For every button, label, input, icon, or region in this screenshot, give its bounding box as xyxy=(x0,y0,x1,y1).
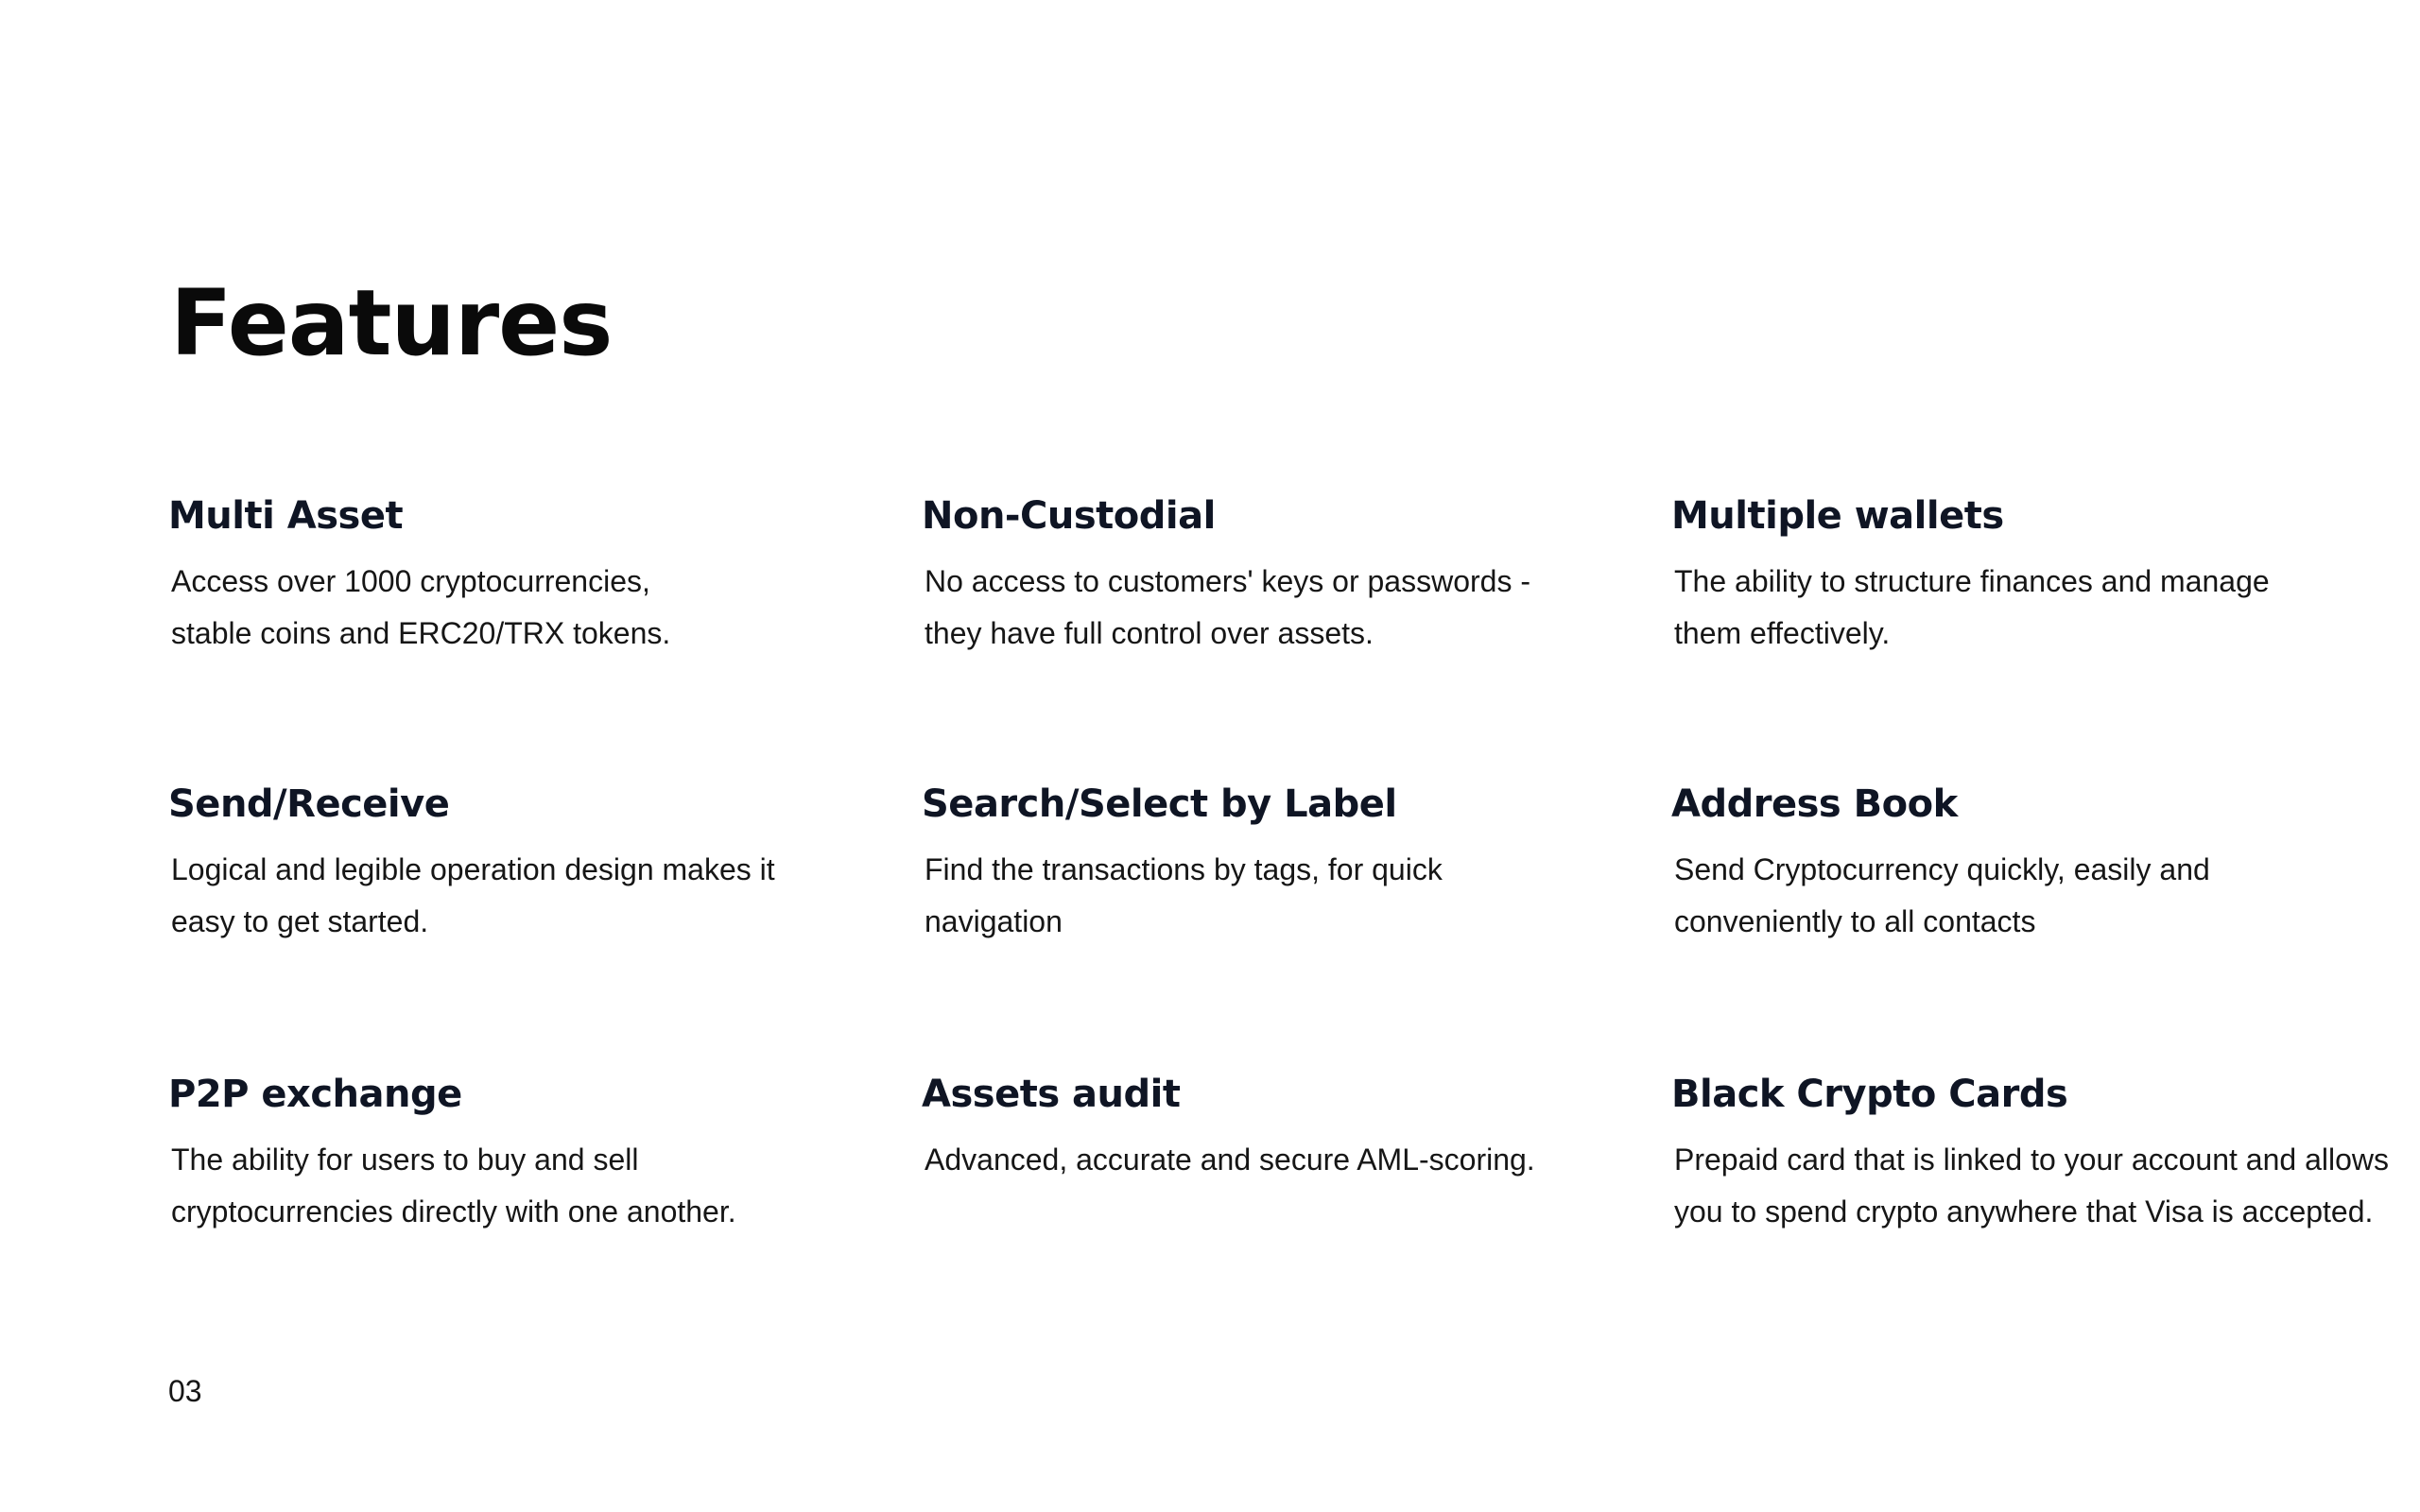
feature-address-book xyxy=(1671,778,2390,948)
feature-description: Advanced, accurate and secure AML-scoring. xyxy=(925,1143,1535,1177)
feature-description: No access to customers' keys or passwords - they have full control over assets. xyxy=(925,564,1530,650)
feature-title: Black Crypto Cards xyxy=(1671,1073,2068,1116)
feature-non-custodial xyxy=(922,490,1640,660)
feature-black-crypto-cards xyxy=(1671,1068,2390,1238)
feature-description: The ability to structure finances and manage them effectively. xyxy=(1674,564,2270,650)
feature-description: Prepaid card that is linked to your account and allows you to spend crypto anywhere that Visa is accepted. xyxy=(1674,1143,2389,1228)
feature-title: Multiple wallets xyxy=(1671,494,2004,538)
feature-title: Multi Asset xyxy=(168,494,404,538)
feature-multi-asset xyxy=(168,490,887,660)
feature-description: Find the transactions by tags, for quick navigation xyxy=(925,852,1443,938)
feature-title: Address Book xyxy=(1671,782,1958,826)
feature-description: Logical and legible operation design makes it easy to get started. xyxy=(171,852,775,938)
page-title: Features xyxy=(170,270,613,376)
feature-description: Access over 1000 cryptocurrencies, stable coins and ERC20/TRX tokens. xyxy=(171,564,671,650)
feature-description: Send Cryptocurrency quickly, easily and conveniently to all contacts xyxy=(1674,852,2210,938)
feature-search-select-by-label xyxy=(922,778,1640,948)
page-number: 03 xyxy=(168,1374,202,1408)
feature-description: The ability for users to buy and sell cryptocurrencies directly with one another. xyxy=(171,1143,736,1228)
feature-p2p-exchange xyxy=(168,1068,887,1238)
feature-send-receive xyxy=(168,778,887,948)
feature-title: Search/Select by Label xyxy=(922,782,1397,826)
feature-title: Assets audit xyxy=(922,1073,1181,1116)
feature-multiple-wallets xyxy=(1671,490,2390,660)
feature-title: Send/Receive xyxy=(168,782,450,826)
feature-assets-audit xyxy=(922,1068,1640,1186)
feature-title: P2P exchange xyxy=(168,1073,462,1116)
feature-title: Non-Custodial xyxy=(922,494,1216,538)
